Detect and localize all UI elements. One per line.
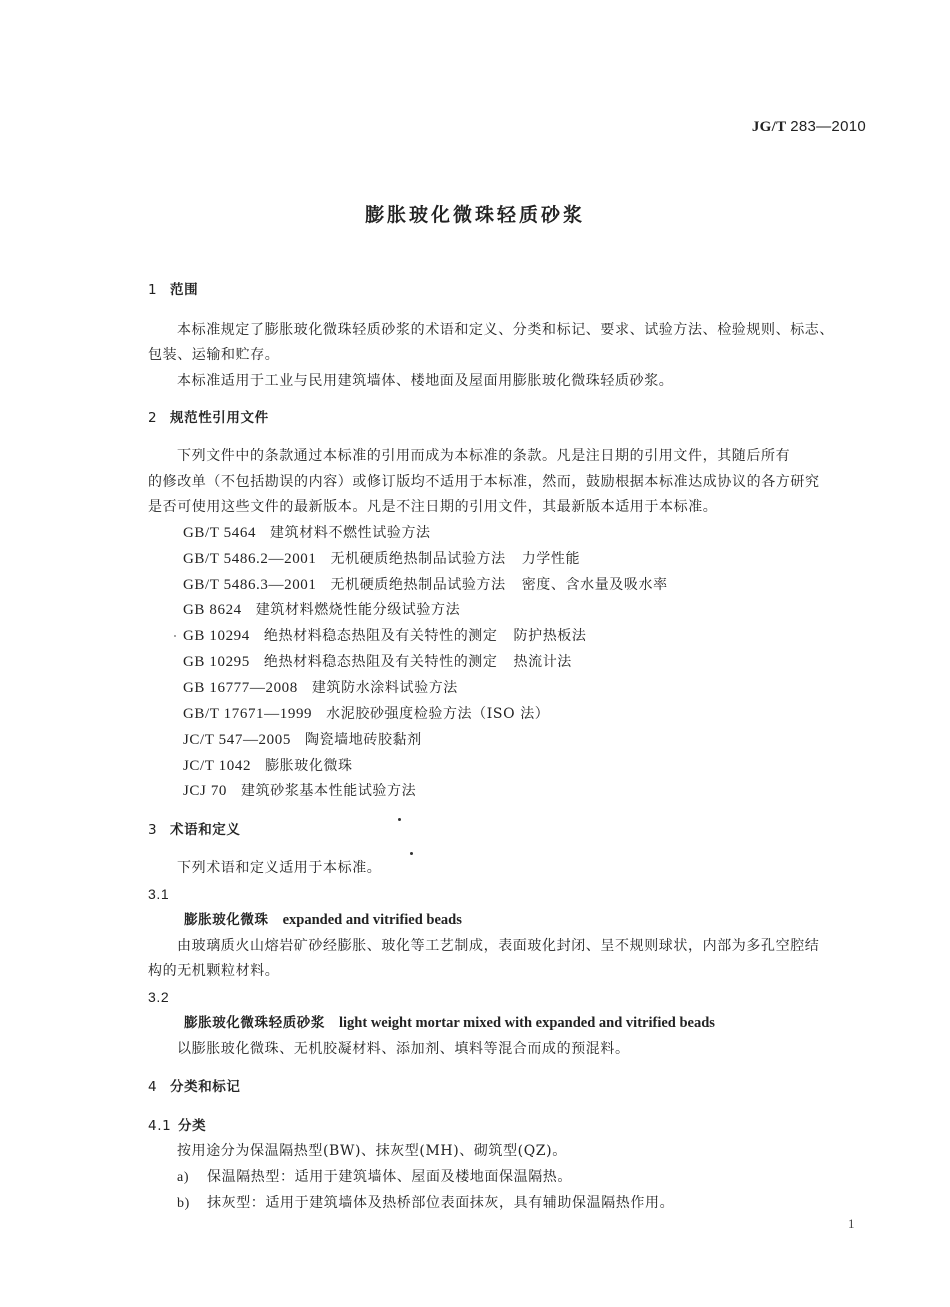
section-2-para-line-2: 的修改单（不包括勘误的内容）或修订版均不适用于本标准，然而，鼓励根据本标准达成协议的各方研究 xyxy=(148,474,820,490)
term-definition: 以膨胀玻化微珠、无机胶凝材料、添加剂、填料等混合而成的预混料。 xyxy=(177,1041,630,1057)
scan-speck xyxy=(398,818,401,821)
reference-item: GB/T 17671—1999 水泥胶砂强度检验方法（ISO 法） xyxy=(183,706,550,722)
section-4-heading: 4 分类和标记 xyxy=(148,1079,241,1095)
reference-item: GB 16777—2008 建筑防水涂料试验方法 xyxy=(183,680,458,696)
section-1-para-1-cont: 包装、运输和贮存。 xyxy=(148,347,280,363)
section-2-para-line-3: 是否可使用这些文件的最新版本。凡是不注日期的引用文件，其最新版本适用于本标准。 xyxy=(148,499,718,515)
scan-speck xyxy=(174,635,176,637)
reference-item: JC/T 1042 膨胀玻化微珠 xyxy=(183,758,353,774)
term-heading: 膨胀玻化微珠轻质砂浆 light weight mortar mixed with expanded and vitrified beads xyxy=(184,1015,715,1031)
section-2-heading: 2 规范性引用文件 xyxy=(148,410,269,426)
term-number: 3.2 xyxy=(148,989,170,1005)
section-1-para-2: 本标准适用于工业与民用建筑墙体、楼地面及屋面用膨胀玻化微珠轻质砂浆。 xyxy=(177,373,674,389)
subsection-4-1-heading: 4.1 分类 xyxy=(148,1118,207,1134)
standard-code-number: 283—2010 xyxy=(790,118,866,135)
section-3-intro: 下列术语和定义适用于本标准。 xyxy=(177,860,382,876)
reference-item: GB/T 5486.2—2001 无机硬质绝热制品试验方法 力学性能 xyxy=(183,551,581,567)
reference-item: GB/T 5464 建筑材料不燃性试验方法 xyxy=(183,525,431,541)
term-heading: 膨胀玻化微珠 expanded and vitrified beads xyxy=(184,912,462,928)
subsection-4-1-intro: 按用途分为保温隔热型(BW)、抹灰型(MH)、砌筑型(QZ)。 xyxy=(177,1143,567,1159)
term-definition: 由玻璃质火山熔岩矿砂经膨胀、玻化等工艺制成，表面玻化封闭、呈不规则球状，内部为多孔空腔结 xyxy=(177,938,820,954)
section-2-para-line-1: 下列文件中的条款通过本标准的引用而成为本标准的条款。凡是注日期的引用文件，其随后所有 xyxy=(177,448,791,464)
section-1-heading: 1 范围 xyxy=(148,282,199,298)
list-item: a) 保温隔热型：适用于建筑墙体、屋面及楼地面保温隔热。 xyxy=(177,1169,572,1185)
term-definition-cont: 构的无机颗粒材料。 xyxy=(148,963,280,979)
reference-item: JC/T 547—2005 陶瓷墙地砖胶黏剂 xyxy=(183,732,422,748)
reference-item: GB 10294 绝热材料稳态热阻及有关特性的测定 防护热板法 xyxy=(183,628,587,644)
section-1-para-1: 本标准规定了膨胀玻化微珠轻质砂浆的术语和定义、分类和标记、要求、试验方法、检验规则、标志、 xyxy=(177,322,834,338)
list-item: b) 抹灰型：适用于建筑墙体及热桥部位表面抹灰，具有辅助保温隔热作用。 xyxy=(177,1195,675,1211)
reference-item: GB/T 5486.3—2001 无机硬质绝热制品试验方法 密度、含水量及吸水率 xyxy=(183,577,668,593)
term-number: 3.1 xyxy=(148,886,170,902)
section-3-heading: 3 术语和定义 xyxy=(148,822,241,838)
document-title: 膨胀玻化微珠轻质砂浆 xyxy=(364,204,585,226)
reference-item: JCJ 70 建筑砂浆基本性能试验方法 xyxy=(183,783,417,799)
page-number: 1 xyxy=(848,1216,855,1231)
reference-item: GB 8624 建筑材料燃烧性能分级试验方法 xyxy=(183,602,461,618)
scan-speck xyxy=(410,852,413,855)
standard-code-prefix: JG/T xyxy=(751,119,787,135)
standard-code xyxy=(752,118,866,136)
reference-item: GB 10295 绝热材料稳态热阻及有关特性的测定 热流计法 xyxy=(183,654,572,670)
